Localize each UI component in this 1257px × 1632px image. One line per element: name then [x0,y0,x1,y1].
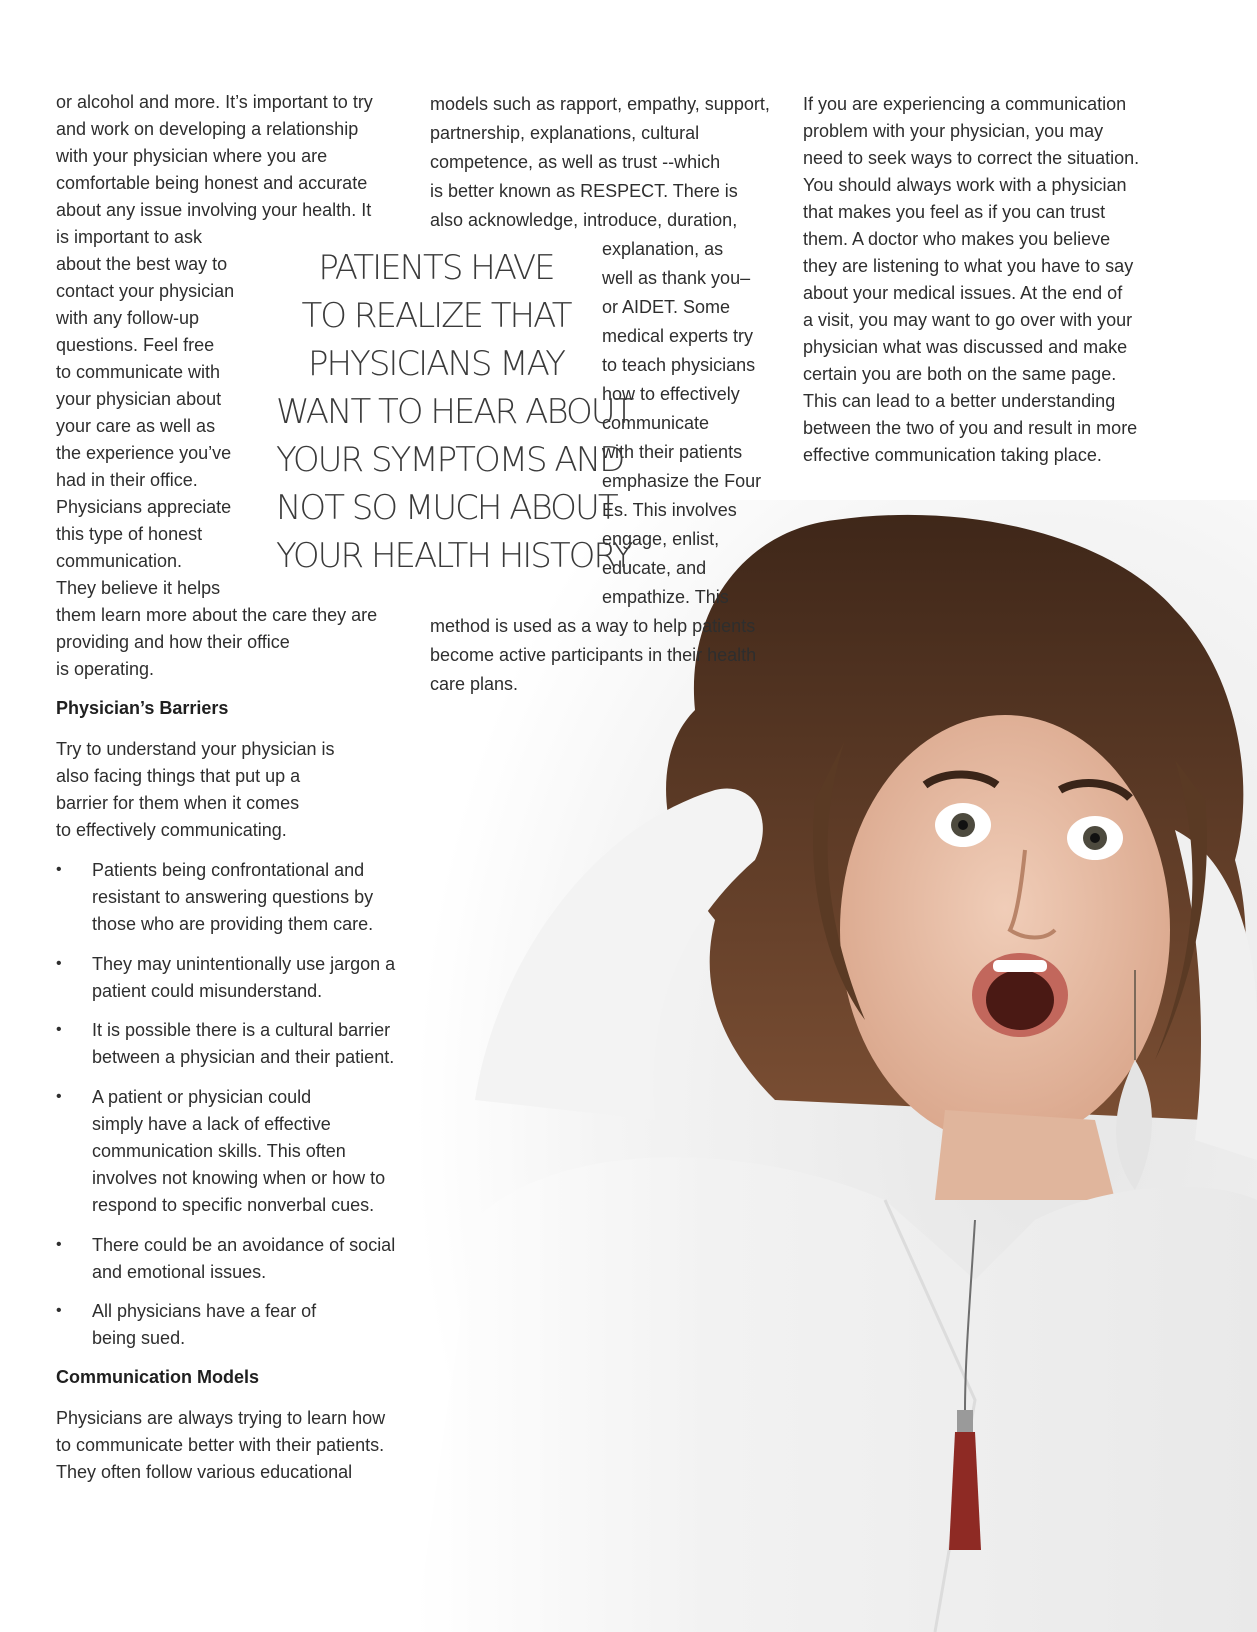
text-line: educate, and [602,558,707,578]
stressed-woman-photo [415,500,1257,1632]
text-line: they are listening to what you have to say [803,256,1134,276]
text-line: between a physician and their patient. [92,1047,395,1067]
pull-quote-line: YOUR SYMPTOMS AND [276,440,624,480]
text-line: medical experts try [602,326,754,346]
bullet-icon: • [56,1021,62,1038]
text-line: this type of honest [56,524,203,544]
text-line: between the two of you and result in more [803,418,1138,438]
pull-quote-line: WANT TO HEAR ABOUT [276,392,633,432]
text-line: engage, enlist, [602,529,720,549]
text-line: Try to understand your physician is [56,739,335,759]
text-line: those who are providing them care. [92,914,374,934]
text-line: with any follow-up [56,308,200,328]
bullet-icon: • [56,1302,62,1319]
pull-quote-line: PHYSICIANS MAY [307,344,565,384]
text-line: your physician about [56,389,222,409]
text-line: become active participants in their health [430,645,757,665]
text-line: or alcohol and more. It’s important to try [56,92,373,112]
text-line: is operating. [56,659,155,679]
text-line: problem with your physician, you may [803,121,1104,141]
text-line: partnership, explanations, cultural [430,123,700,143]
text-line: Physicians appreciate [56,497,232,517]
bullet-icon: • [56,1236,62,1253]
text-line: need to seek ways to correct the situation. [803,148,1140,168]
text-line: competence, as well as trust --which [430,152,721,172]
text-line: the experience you’ve [56,443,232,463]
text-line: or AIDET. Some [602,297,731,317]
text-line: also acknowledge, introduce, duration, [430,210,738,230]
text-line: them. A doctor who makes you believe [803,229,1111,249]
text-line: patient could misunderstand. [92,981,323,1001]
text-line: It is possible there is a cultural barrier [92,1020,391,1040]
text-line: You should always work with a physician [803,175,1127,195]
text-line: They often follow various educational [56,1462,353,1482]
text-line: how to effectively [602,384,740,404]
text-line: and emotional issues. [92,1262,267,1282]
text-line: being sued. [92,1328,186,1348]
text-line: Patients being confrontational and [92,860,365,880]
text-line: simply have a lack of effective [92,1114,331,1134]
text-line: empathize. This [602,587,729,607]
pull-quote-line: PATIENTS HAVE [318,248,554,288]
text-line: models such as rapport, empathy, support, [430,94,770,114]
text-line: with their patients [602,442,743,462]
text-line: If you are experiencing a communication [803,94,1127,114]
text-line: care plans. [430,674,519,694]
text-line: effective communication taking place. [803,445,1102,465]
text-line: well as thank you– [602,268,751,288]
text-line: contact your physician [56,281,235,301]
bullet-icon: • [56,1088,62,1105]
text-line: questions. Feel free [56,335,215,355]
text-line: to communicate better with their patients. [56,1435,385,1455]
pull-quote-line: TO REALIZE THAT [301,296,571,336]
text-line: Es. This involves [602,500,737,520]
bullet-icon: • [56,955,62,972]
text-line: communication skills. This often [92,1141,346,1161]
bullet-icon: • [56,861,62,878]
text-line: There could be an avoidance of social [92,1235,396,1255]
text-line: physician what was discussed and make [803,337,1128,357]
text-line: to communicate with [56,362,221,382]
text-line: about your medical issues. At the end of [803,283,1123,303]
text-line: with your physician where you are [56,146,328,166]
text-line: certain you are both on the same page. [803,364,1117,384]
text-line: involves not knowing when or how to [92,1168,386,1188]
text-line: resistant to answering questions by [92,887,374,907]
text-line: is better known as RESPECT. There is [430,181,738,201]
text-line: to effectively communicating. [56,820,287,840]
text-line: a visit, you may want to go over with your [803,310,1133,330]
text-line: respond to specific nonverbal cues. [92,1195,375,1215]
text-line: They may unintentionally use jargon a [92,954,396,974]
text-line: All physicians have a fear of [92,1301,317,1321]
barriers-heading: Physician’s Barriers [56,698,229,718]
models-heading: Communication Models [56,1367,260,1387]
text-line: that makes you feel as if you can trust [803,202,1106,222]
text-line: also facing things that put up a [56,766,301,786]
text-line: This can lead to a better understanding [803,391,1116,411]
text-line: providing and how their office [56,632,290,652]
text-line: A patient or physician could [92,1087,312,1107]
text-line: about any issue involving your health. It [56,200,372,220]
text-line: Physicians are always trying to learn how [56,1408,386,1428]
text-line: is important to ask [56,227,203,247]
text-line: to teach physicians [602,355,756,375]
text-line: about the best way to [56,254,228,274]
text-line: and work on developing a relationship [56,119,359,139]
pull-quote-line: YOUR HEALTH HISTORY. [276,536,634,576]
text-line: communication. [56,551,183,571]
text-line: explanation, as [602,239,724,259]
text-line: barrier for them when it comes [56,793,300,813]
text-line: comfortable being honest and accurate [56,173,368,193]
text-line: They believe it helps [56,578,221,598]
text-line: communicate [602,413,710,433]
text-line: your care as well as [56,416,216,436]
text-line: method is used as a way to help patients [430,616,756,636]
text-line: had in their office. [56,470,198,490]
pull-quote-line: NOT SO MUCH ABOUT [276,488,617,528]
text-line: them learn more about the care they are [56,605,378,625]
text-line: emphasize the Four [602,471,762,491]
